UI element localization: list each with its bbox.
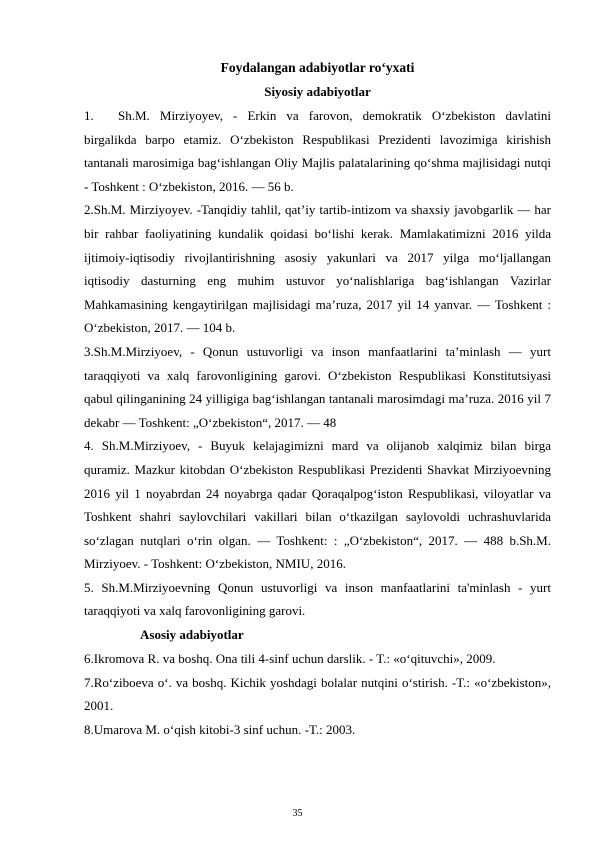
reference-number: 1.	[84, 108, 94, 123]
reference-item	[84, 576, 551, 623]
reference-number: 7.	[84, 674, 94, 690]
reference-number: 8.	[84, 721, 94, 737]
reference-text: Sh.M.Mirziyoev, - Buyuk kelajagimizni mard va olijanob xalqimiz bilan birga quramiz. Mazkur kitobdan O‘zbekiston Respublikasi Prezidenti Shavkat Mirziyoevning 2016 yil 1 noyabrdan 24 noyabrga qadar Qoraqalpog‘iston Respublikasi, viloyatlar va Toshkent shahri saylovchilari vakillari bilan o‘tkazilgan saylovoldi uchrashuvlarida so‘zlagan nutqlari o‘rin olgan. — Toshkent: : „O‘zbekiston“, 2017. — 488 b.Sh.M. Mirziyoev. - Toshkent: O‘zbekiston, NMIU, 2016.	[84, 438, 551, 572]
reference-text: Sh.M. Mirziyoyev. -Tanqidiy tahlil, qat’iy tartib-intizom va shaxsiy javobgarlik — har bir rahbar faoliyatining kundalik qoidasi bo‘lishi kerak. Mamlakatimizni 2016 yilda ijtimoiy-iqtisodiy rivojlantirishning asosiy yakunlari va 2017 yilga mo‘ljallangan iqtisodiy dasturning eng muhim ustuvor yo‘nalishlariga bag‘ishlangan Vazirlar Mahkamasining kengaytirilgan majlisidagi ma’ruza, 2017 yil 14 yanvar. — Toshkent : O‘zbekiston, 2017. — 104 b.	[84, 202, 551, 336]
reference-number: 6.	[84, 651, 94, 667]
reference-number: 4.	[84, 438, 94, 454]
reference-item	[84, 104, 551, 198]
section-heading-main: Asosiy adabiyotlar	[140, 627, 244, 643]
reference-item	[84, 647, 551, 671]
page-title: Foydalangan adabiyotlar ro‘yxati	[220, 60, 415, 75]
reference-text: Sh.M. Mirziyoyev, - Erkin va farovon, demokratik O‘zbekiston davlatini birgalikda barpo etamiz. O‘zbekiston Respublikasi Prezidenti lavozimiga kirishish tantanali marosimiga bag‘ishlangan Oliy Majlis palatalarining qo‘shma majlisidagi nutqi - Toshkent : O‘zbekiston, 2016. — 56 b.	[84, 108, 551, 194]
reference-text: Sh.M.Mirziyoevning Qonun ustuvorligi va inson manfaatlarini ta'minlash - yurt taraqqiyoti va xalq farovonligining garovi.	[84, 579, 551, 619]
reference-text: Ro‘ziboeva o‘. va boshq. Kichik yoshdagi bolalar nutqini o‘stirish. -T.: «o‘zbekiston», 2001.	[84, 674, 551, 714]
reference-text: Ikromova R. va boshq. Ona tili 4-sinf uchun darslik. - T.: «o‘qituvchi», 2009.	[93, 651, 496, 667]
reference-text: Umarova M. o‘qish kitobi-3 sinf uchun. -T.: 2003.	[93, 721, 356, 737]
page-number: 35	[292, 808, 303, 819]
reference-number: 2.	[84, 202, 94, 218]
reference-item	[84, 340, 551, 434]
page-content	[84, 56, 551, 741]
reference-number: 3.	[84, 343, 94, 359]
reference-number: 5.	[84, 579, 94, 595]
section-heading-political: Siyosiy adabiyotlar	[264, 84, 371, 99]
reference-item	[84, 671, 551, 718]
reference-text: Sh.M.Mirziyoev, - Qonun ustuvorligi va inson manfaatlarini ta’minlash — yurt taraqqiyoti va xalq farovonligining garovi. O‘zbekiston Respublikasi Konstitutsiyasi qabul qilinganining 24 yilligiga bag‘ishlangan tantanali marosimdagi ma’ruza. 2016 yil 7 dekabr — Toshkent: „O‘zbekiston“, 2017. — 48	[84, 343, 551, 430]
reference-item	[84, 198, 551, 340]
reference-item	[84, 718, 551, 742]
reference-item	[84, 434, 551, 576]
